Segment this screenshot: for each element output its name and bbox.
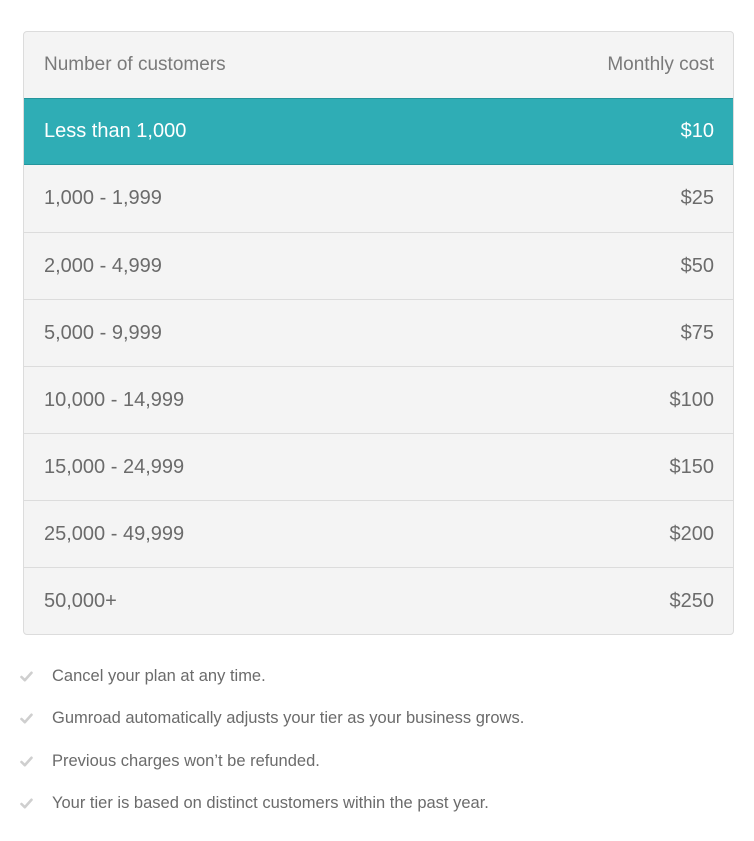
tier-row[interactable]	[24, 433, 733, 500]
tier-cost: $25	[680, 187, 714, 209]
tier-customers: 2,000 - 4,999	[44, 254, 162, 277]
tier-customers: 25,000 - 49,999	[44, 522, 185, 545]
tier-row[interactable]	[24, 232, 733, 299]
tier-cost: $100	[669, 388, 714, 411]
tier-cost: $10	[680, 120, 714, 142]
feature-item	[20, 698, 524, 741]
tier-row[interactable]	[24, 366, 733, 433]
tier-cost: $50	[680, 254, 714, 277]
feature-text: Cancel your plan at any time.	[52, 666, 266, 685]
features-list	[20, 655, 524, 825]
checkmark-icon	[20, 713, 52, 724]
tier-cost: $150	[669, 455, 714, 478]
tier-customers: 50,000+	[44, 589, 117, 612]
checkmark-icon	[20, 756, 52, 767]
tier-customers: 5,000 - 9,999	[44, 321, 162, 344]
tier-row[interactable]	[24, 299, 733, 366]
feature-text: Previous charges won’t be refunded.	[52, 751, 320, 770]
tier-cost: $250	[669, 589, 714, 612]
tier-customers: Less than 1,000	[44, 120, 187, 142]
tier-cost: $200	[669, 522, 714, 545]
tier-customers: 1,000 - 1,999	[44, 187, 162, 209]
feature-text: Your tier is based on distinct customers within the past year.	[52, 794, 489, 813]
customers-column-header: Number of customers	[44, 54, 226, 75]
tier-customers: 15,000 - 24,999	[44, 455, 185, 478]
checkmark-icon	[20, 671, 52, 682]
tier-row[interactable]	[24, 567, 733, 634]
tier-row[interactable]	[24, 165, 733, 232]
pricing-tier-table	[23, 31, 734, 635]
feature-item	[20, 655, 524, 698]
cost-column-header: Monthly cost	[607, 54, 714, 75]
feature-text: Gumroad automatically adjusts your tier as your business grows.	[52, 709, 525, 728]
tier-customers: 10,000 - 14,999	[44, 388, 185, 411]
tier-row[interactable]	[24, 500, 733, 567]
tier-row-selected[interactable]	[23, 98, 734, 165]
table-header	[24, 32, 733, 98]
feature-item	[20, 783, 524, 826]
checkmark-icon	[20, 798, 52, 809]
feature-item	[20, 740, 524, 783]
tier-cost: $75	[680, 321, 714, 344]
